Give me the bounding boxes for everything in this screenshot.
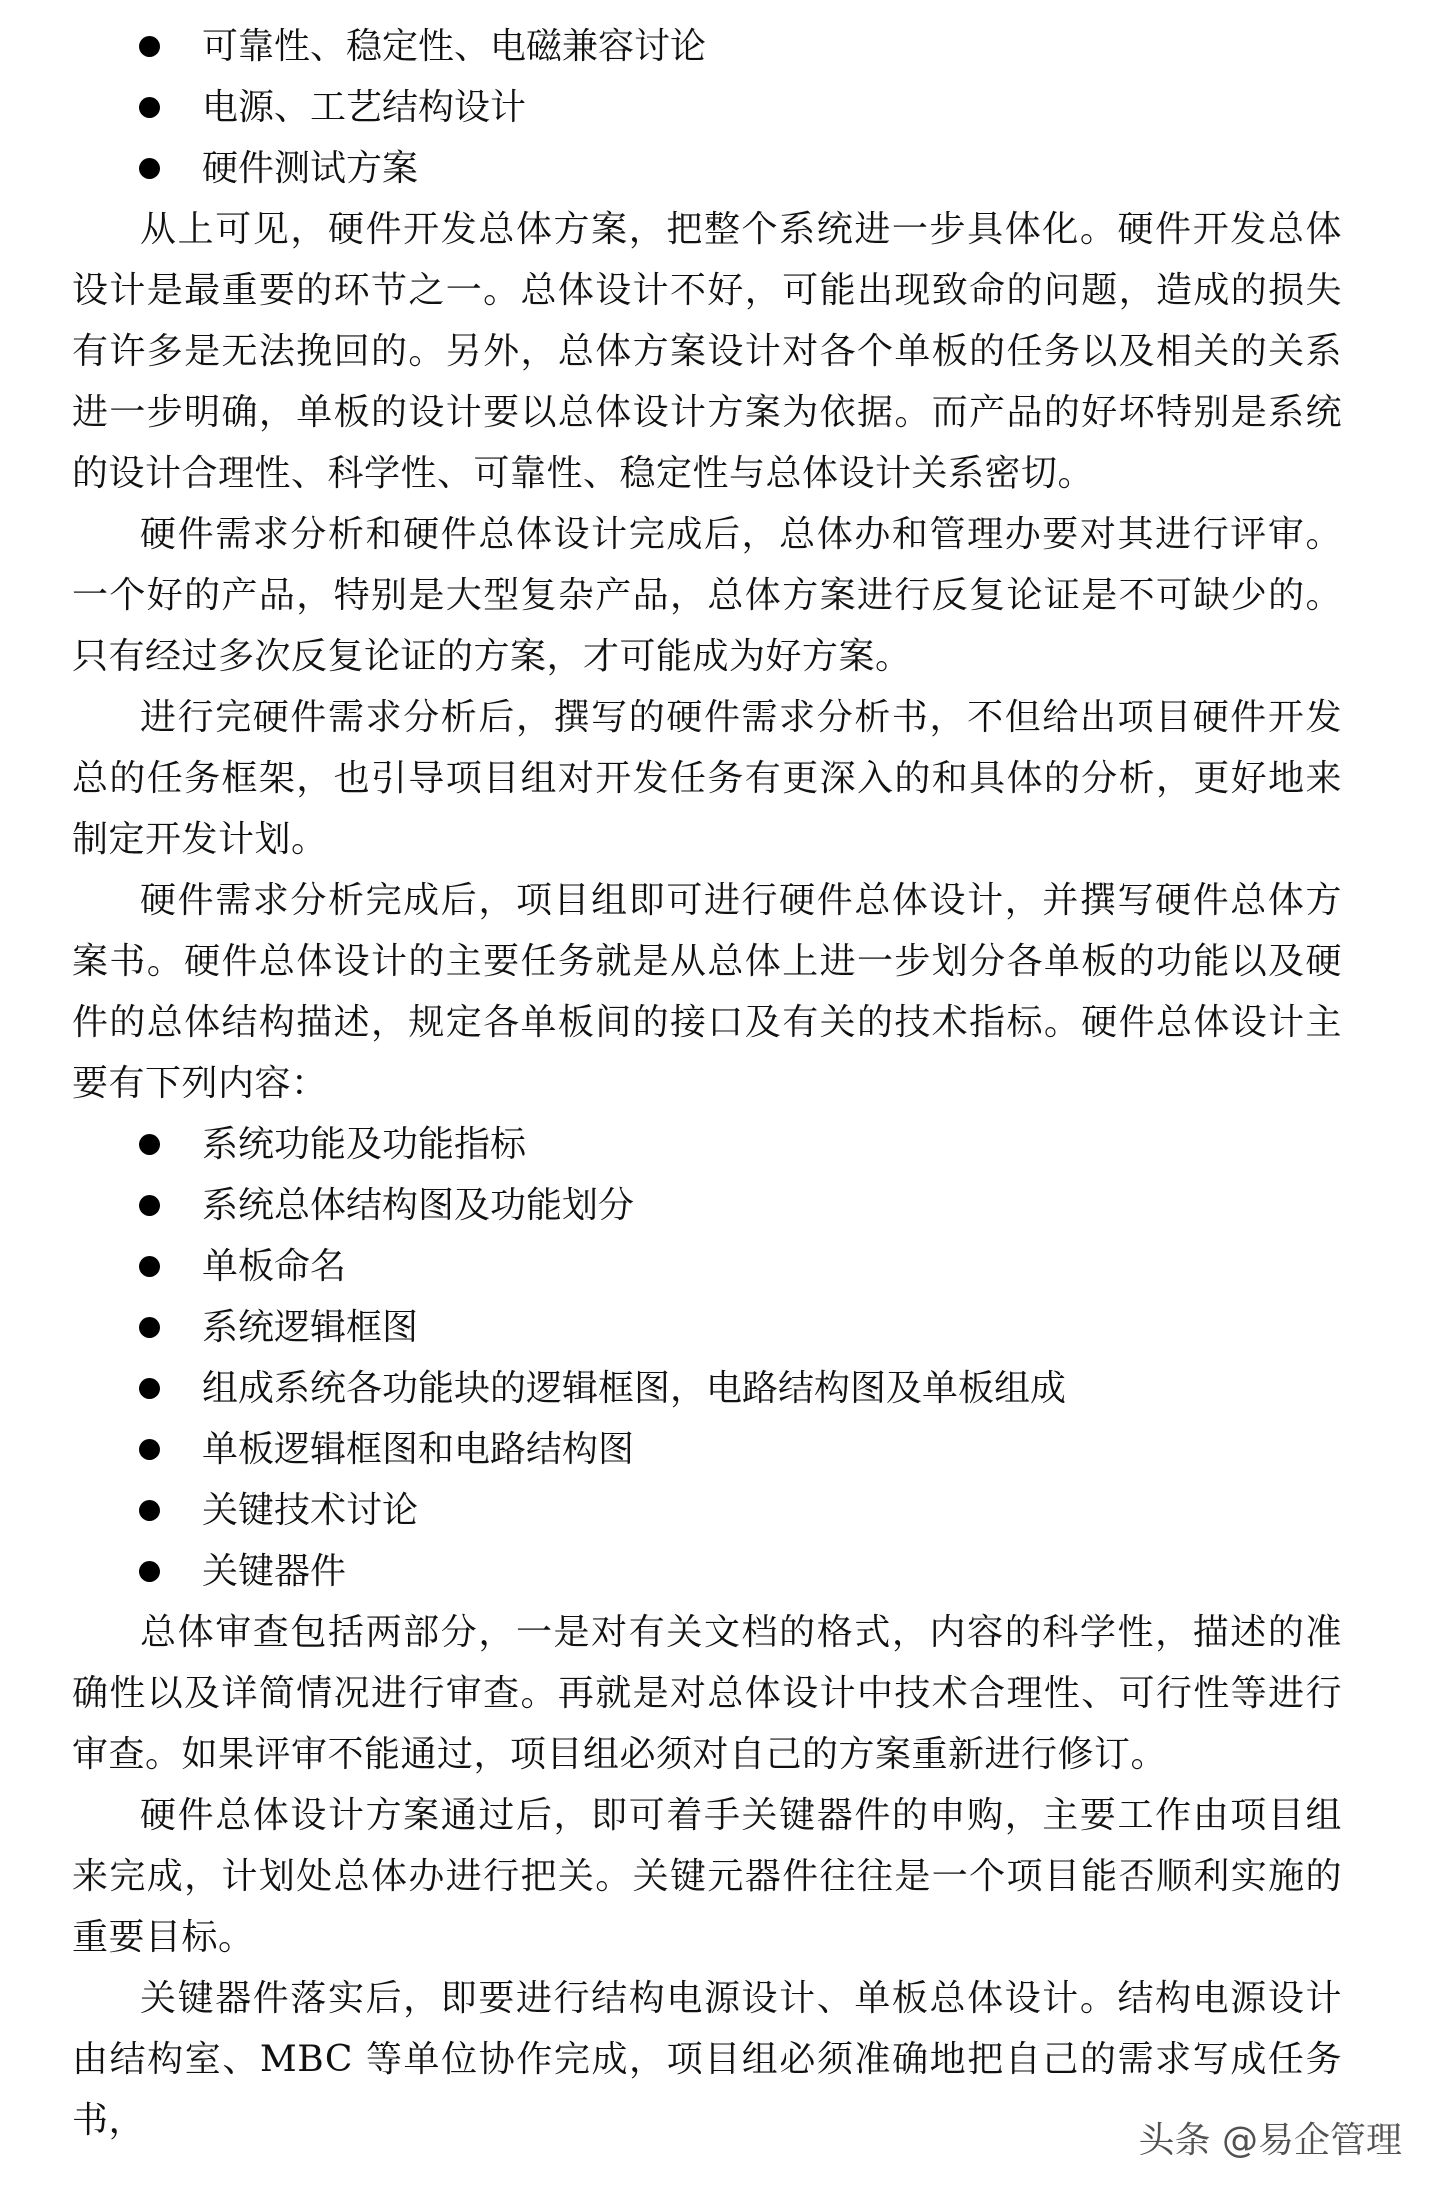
list-item: 关键器件 [72,1541,1342,1602]
bullet-icon [139,1317,160,1338]
bullet-icon [139,1500,160,1521]
list-item: 关键技术讨论 [72,1480,1342,1541]
list-item: 系统功能及功能指标 [72,1114,1342,1175]
paragraph: 总体审查包括两部分，一是对有关文档的格式，内容的科学性，描述的准确性以及详简情况进行审查。再就是对总体设计中技术合理性、可行性等进行审查。如果评审不能通过，项目组必须对自己的方案重新进行修订。 [72,1612,1342,1775]
bullet-icon [139,1256,160,1277]
bullet-icon [139,1134,160,1155]
list-item: 电源、工艺结构设计 [72,77,1342,138]
bullet-icon [139,36,160,57]
paragraph: 从上可见，硬件开发总体方案，把整个系统进一步具体化。硬件开发总体设计是最重要的环节之一。总体设计不好，可能出现致命的问题，造成的损失有许多是无法挽回的。另外，总体方案设计对各个单板的任务以及相关的关系进一步明确，单板的设计要以总体设计方案为依据。而产品的好坏特别是系统的设计合理性、科学性、可靠性、稳定性与总体设计关系密切。 [72,209,1342,494]
paragraph: 硬件总体设计方案通过后，即可着手关键器件的申购，主要工作由项目组来完成，计划处总体办进行把关。关键元器件往往是一个项目能否顺利实施的重要目标。 [72,1795,1342,1958]
bullet-icon [139,1378,160,1399]
paragraph: 进行完硬件需求分析后，撰写的硬件需求分析书，不但给出项目硬件开发总的任务框架，也引导项目组对开发任务有更深入的和具体的分析，更好地来制定开发计划。 [72,697,1342,860]
bullet-list-1 [72,16,1342,199]
paragraph: 关键器件落实后，即要进行结构电源设计、单板总体设计。结构电源设计由结构室、MBC 等单位协作完成，项目组必须准确地把自己的需求写成任务书， [72,1978,1342,2141]
paragraph: 硬件需求分析完成后，项目组即可进行硬件总体设计，并撰写硬件总体方案书。硬件总体设计的主要任务就是从总体上进一步划分各单板的功能以及硬件的总体结构描述，规定各单板间的接口及有关的技术指标。硬件总体设计主要有下列内容： [72,880,1342,1104]
list-item: 可靠性、稳定性、电磁兼容讨论 [72,16,1342,77]
document-page [72,16,1342,2151]
list-item: 系统逻辑框图 [72,1297,1342,1358]
list-item: 硬件测试方案 [72,138,1342,199]
watermark: 头条 @易企管理 [1138,2120,1402,2161]
bullet-icon [139,1439,160,1460]
bullet-icon [139,158,160,179]
list-item: 组成系统各功能块的逻辑框图，电路结构图及单板组成 [72,1358,1342,1419]
bullet-list-2 [72,1114,1342,1602]
list-item: 系统总体结构图及功能划分 [72,1175,1342,1236]
bullet-icon [139,1195,160,1216]
list-item: 单板命名 [72,1236,1342,1297]
paragraph: 硬件需求分析和硬件总体设计完成后，总体办和管理办要对其进行评审。一个好的产品，特别是大型复杂产品，总体方案进行反复论证是不可缺少的。只有经过多次反复论证的方案，才可能成为好方案。 [72,514,1342,677]
bullet-icon [139,1561,160,1582]
list-item: 单板逻辑框图和电路结构图 [72,1419,1342,1480]
bullet-icon [139,97,160,118]
